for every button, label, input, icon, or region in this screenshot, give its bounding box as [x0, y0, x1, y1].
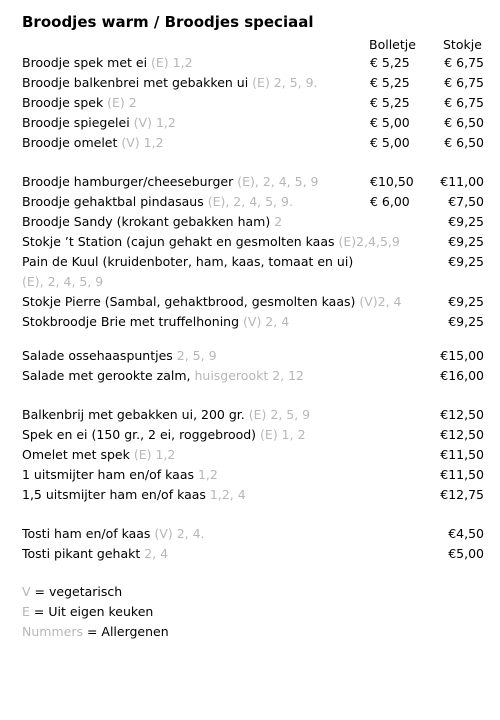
menu-item — [22, 465, 484, 485]
menu-item-name — [22, 232, 400, 252]
menu-item — [22, 232, 484, 252]
menu-item-title: Stokje Pierre (Sambal, gehaktbrood, gesmolten kaas) — [22, 294, 356, 309]
menu-item — [22, 346, 484, 366]
menu-item-allergens: 2, 5, 9 — [172, 348, 217, 363]
menu-item — [22, 312, 484, 332]
menu-item-name — [22, 292, 402, 312]
price-stokje: €9,25 — [448, 314, 484, 329]
legend-entry — [22, 582, 122, 602]
menu-item — [22, 544, 484, 564]
menu-item-name — [22, 312, 289, 332]
column-header-stokje: Stokje — [443, 37, 482, 52]
menu-item-allergens: (E) 2 — [107, 95, 137, 110]
legend-entry — [22, 622, 169, 642]
menu-item-name — [22, 485, 246, 505]
menu-item-title: Broodje spiegelei — [22, 115, 130, 130]
price-stokje: €11,50 — [440, 467, 484, 482]
menu-item-title: Stokje ’t Station (cajun gehakt en gesmolten kaas — [22, 234, 335, 249]
price-bolletje: €10,50 — [370, 174, 414, 189]
legend-key: E — [22, 604, 30, 619]
price-stokje: €11,00 — [440, 174, 484, 189]
menu-item-allergens: (E) 2, 5, 9. — [248, 75, 318, 90]
menu-item-name — [22, 465, 218, 485]
menu-item-title: Broodje spek — [22, 95, 108, 110]
price-stokje: € 6,75 — [444, 55, 484, 70]
legend-entry — [22, 602, 153, 622]
menu-item — [22, 133, 484, 153]
price-stokje: €9,25 — [448, 254, 484, 269]
menu-item-name — [22, 53, 193, 73]
menu-item-name — [22, 445, 175, 465]
menu-item — [22, 366, 484, 386]
menu-item-title: Salade ossehaaspuntjes — [22, 348, 173, 363]
menu-item-title: Omelet met spek — [22, 447, 134, 462]
menu-item-allergens: 2 — [270, 214, 283, 229]
menu-item-title: Broodje balkenbrei met gebakken ui — [22, 75, 249, 90]
price-stokje: €15,00 — [440, 348, 484, 363]
menu-item — [22, 445, 484, 465]
price-stokje: € 6,75 — [444, 95, 484, 110]
legend-text: = Allergenen — [82, 624, 169, 639]
menu-item-allergens: 1,2 — [197, 467, 218, 482]
menu-item-title: Pain de Kuul (kruidenboter, ham, kaas, tomaat en ui) — [22, 254, 354, 269]
menu-item-allergens: (E) 1,2 — [147, 55, 193, 70]
menu-item-name — [22, 366, 304, 386]
menu-item-name — [22, 524, 205, 544]
menu-item — [22, 113, 484, 133]
price-bolletje: € 5,25 — [370, 75, 410, 90]
menu-item-name — [22, 73, 318, 93]
menu-item — [22, 73, 484, 93]
legend-key: Nummers — [22, 624, 83, 639]
price-stokje: €9,25 — [448, 234, 484, 249]
legend-text: = Uit eigen keuken — [29, 604, 154, 619]
menu-item-name — [22, 346, 217, 366]
menu-item-title: Broodje gehaktbal pindasaus — [22, 194, 204, 209]
price-bolletje: € 6,00 — [370, 194, 410, 209]
menu-item-title: Broodje Sandy (krokant gebakken ham) — [22, 214, 271, 229]
menu-item-name — [22, 133, 164, 153]
menu-item-allergens: (E), 2, 4, 5, 9 — [233, 174, 319, 189]
menu-item-title: Broodje hamburger/cheeseburger — [22, 174, 234, 189]
price-stokje: €9,25 — [448, 214, 484, 229]
menu-item — [22, 172, 484, 192]
menu-item — [22, 405, 484, 425]
price-bolletje: € 5,00 — [370, 115, 410, 130]
menu-item-name — [22, 113, 176, 133]
menu-item-allergens: (V) 2, 4 — [239, 314, 290, 329]
menu-item-name — [22, 425, 306, 445]
legend-text: = vegetarisch — [30, 584, 123, 599]
column-header-bolletje: Bolletje — [369, 37, 416, 52]
menu-item — [22, 292, 484, 312]
price-stokje: €5,00 — [448, 546, 484, 561]
price-stokje: €12,50 — [440, 407, 484, 422]
menu-item-allergens: (E)2,4,5,9 — [334, 234, 400, 249]
price-stokje: €7,50 — [448, 194, 484, 209]
menu-item-allergens: (E) 1,2 — [133, 447, 176, 462]
menu-item — [22, 485, 484, 505]
menu-item-name — [22, 405, 310, 425]
menu-item-allergens: (V) 1,2 — [117, 135, 164, 150]
menu-item-title: Spek en ei (150 gr., 2 ei, roggebrood) — [22, 427, 257, 442]
menu-item — [22, 192, 484, 212]
menu-item-title: 1 uitsmijter ham en/of kaas — [22, 467, 198, 482]
price-stokje: € 6,50 — [444, 115, 484, 130]
price-bolletje: € 5,25 — [370, 95, 410, 110]
menu-item-title: Tosti pikant gehakt — [22, 546, 141, 561]
menu-item-name — [22, 212, 282, 232]
menu-item-allergens: (V)2, 4 — [355, 294, 402, 309]
menu-item-allergens: (E), 2, 4, 5, 9. — [203, 194, 293, 209]
menu-item-allergens: huisgerookt 2, 12 — [190, 368, 305, 383]
menu-item — [22, 212, 484, 232]
menu-item-title: Broodje omelet — [22, 135, 118, 150]
menu-item-name — [22, 252, 362, 292]
menu-item — [22, 425, 484, 445]
menu-item-allergens: 1,2, 4 — [209, 487, 246, 502]
menu-item-allergens: (E), 2, 4, 5, 9 — [22, 274, 104, 289]
menu-item-name — [22, 192, 293, 212]
price-stokje: €12,50 — [440, 427, 484, 442]
price-stokje: €12,75 — [440, 487, 484, 502]
menu-item-name — [22, 172, 318, 192]
menu-item-title: Tosti ham en/of kaas — [22, 526, 155, 541]
menu-item-name — [22, 544, 168, 564]
price-stokje: €9,25 — [448, 294, 484, 309]
menu-item-name — [22, 93, 137, 113]
menu-item-allergens: (V) 2, 4. — [154, 526, 205, 541]
menu-item — [22, 252, 484, 289]
price-bolletje: € 5,25 — [370, 55, 410, 70]
price-bolletje: € 5,00 — [370, 135, 410, 150]
price-stokje: € 6,75 — [444, 75, 484, 90]
menu-item-title: Salade met gerookte zalm, — [22, 368, 191, 383]
price-stokje: €4,50 — [448, 526, 484, 541]
menu-item-title: Broodje spek met ei — [22, 55, 148, 70]
menu-item-title: Balkenbrij met gebakken ui, 200 gr. — [22, 407, 245, 422]
price-stokje: € 6,50 — [444, 135, 484, 150]
menu-item-allergens: (V) 1,2 — [129, 115, 176, 130]
menu-item-title: Stokbroodje Brie met truffelhoning — [22, 314, 240, 329]
menu-item — [22, 93, 484, 113]
menu-item-allergens: (E) 2, 5, 9 — [244, 407, 311, 422]
price-stokje: €11,50 — [440, 447, 484, 462]
menu-item-title: 1,5 uitsmijter ham en/of kaas — [22, 487, 210, 502]
menu-item-allergens: (E) 1, 2 — [256, 427, 306, 442]
price-stokje: €16,00 — [440, 368, 484, 383]
legend-key: V — [22, 584, 31, 599]
page-title: Broodjes warm / Broodjes speciaal — [22, 13, 314, 31]
menu-item — [22, 524, 484, 544]
menu-item-allergens: 2, 4 — [140, 546, 169, 561]
menu-item — [22, 53, 484, 73]
